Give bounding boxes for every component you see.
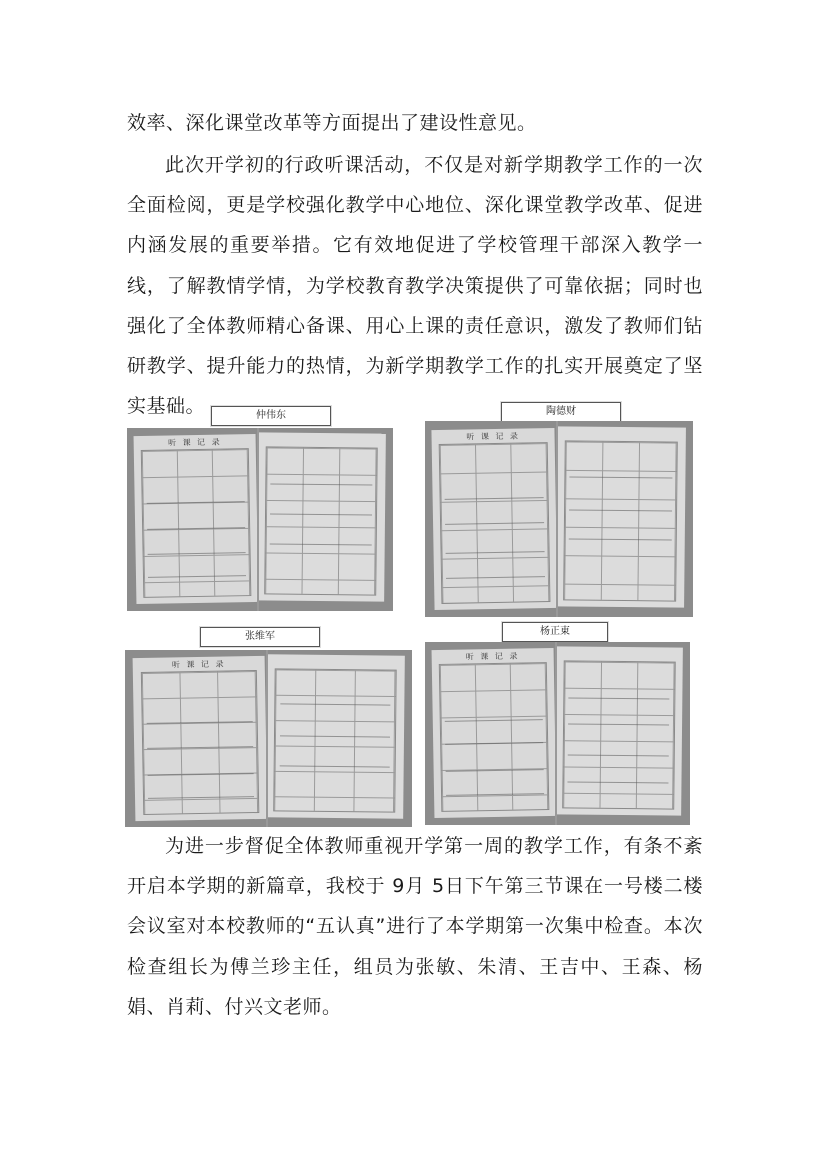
lesson-record-photo: [127, 428, 393, 611]
paragraph-intro-end: 效率、深化课堂改革等方面提出了建设性意见。: [127, 112, 537, 134]
sheet-header: 听 课 记 录: [167, 437, 222, 448]
paragraph-inspection: 为进一步督促全体教师重视开学第一周的教学工作，有条不紊开启本学期的新篇章，我校于 9月 5日下午第三节课在一号楼二楼会议室对本校教师的“五认真”进行了本学期第一次集中检查。本次检查组长为傅兰珍主任，组员为张敏、朱清、王吉中、王森、杨娟、肖莉、付兴文老师。: [127, 835, 703, 1018]
photo-caption: 仲伟东: [211, 406, 331, 426]
photo-caption: 陶德财: [501, 402, 621, 422]
lesson-record-photo: [425, 642, 690, 825]
sheet-header: 听 课 记 录: [466, 431, 521, 442]
photo-caption: 张维军: [200, 627, 320, 647]
lesson-record-photo: [125, 650, 412, 827]
sheet-header: 听 课 记 录: [171, 659, 226, 670]
sheet-header: 听 课 记 录: [465, 651, 520, 662]
lesson-record-photo: [425, 421, 693, 617]
photo-caption: 杨正東: [502, 622, 608, 642]
paragraph-summary: 此次开学初的行政听课活动，不仅是对新学期教学工作的一次全面检阅，更是学校强化教学中心地位、深化课堂教学改革、促进内涵发展的重要举措。它有效地促进了学校管理干部深入教学一线，了解教情学情，为学校教育教学决策提供了可靠依据；同时也强化了全体教师精心备课、用心上课的责任意识，激发了教师们钻研教学、提升能力的热情，为新学期教学工作的扎实开展奠定了坚实基础。: [127, 154, 703, 418]
